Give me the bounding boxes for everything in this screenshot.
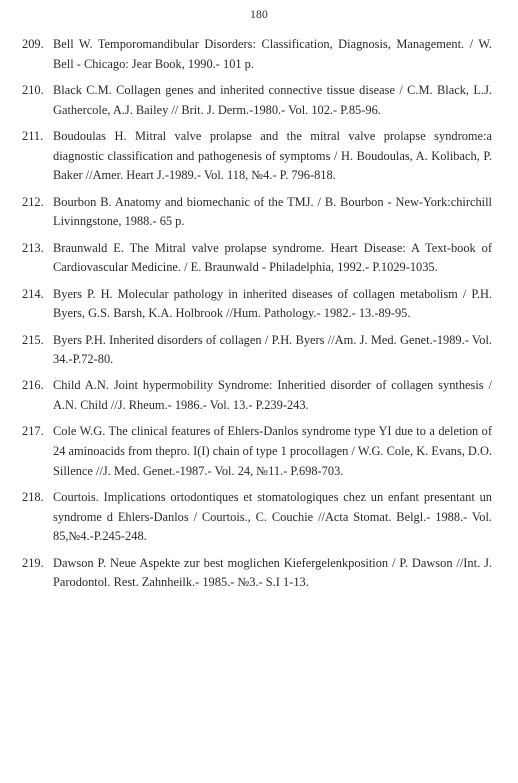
reference-text: Courtois. Implications ortodontiques et stomatologiques chez un enfant presentant un syndrome d Ehlers-Danlos / Courtois., C. Couchie //Acta Stomat. Belgl.- 1988.- Vol. 85,№4.-P.245-248. (53, 490, 492, 544)
reference-number: 219. (22, 555, 44, 570)
reference-number: 215. (22, 332, 44, 347)
reference-item (22, 285, 492, 324)
reference-item (22, 488, 492, 547)
reference-item (22, 193, 492, 232)
reference-item (22, 554, 492, 593)
reference-text: Black C.M. Collagen genes and inherited connective tissue disease / C.M. Black, L.J. Gathercole, A.J. Bailey // Brit. J. Derm.-1980.- Vol. 102.- P.85-96. (53, 82, 492, 117)
reference-item (22, 331, 492, 370)
reference-number: 216. (22, 378, 44, 393)
reference-text: Byers P. H. Molecular pathology in inherited diseases of collagen metabolism / P.H. Byers, G.S. Barsh, K.A. Holbrook //Hum. Pathology.- 1982.- 13.-89-95. (53, 286, 492, 321)
reference-number: 218. (22, 490, 44, 505)
reference-number: 212. (22, 194, 44, 209)
reference-item (22, 376, 492, 415)
reference-item (22, 81, 492, 120)
reference-item (22, 239, 492, 278)
reference-item (22, 422, 492, 481)
reference-text: Bell W. Temporomandibular Disorders: Classification, Diagnosis, Management. / W. Bell - Chicago: Jear Book, 1990.- 101 p. (53, 37, 492, 71)
reference-text: Bourbon B. Anatomy and biomechanic of the TMJ. / B. Bourbon - New-York:chirchill Livinngstone, 1988.- 65 p. (53, 194, 492, 229)
reference-text: Child A.N. Joint hypermobility Syndrome: Inheritied disorder of collagen synthesis / A.N. Child //J. Rheum.- 1986.- Vol. 13.- P.239-243. (53, 378, 492, 413)
reference-number: 217. (22, 424, 44, 439)
page-number: 180 (250, 9, 268, 21)
reference-number: 214. (22, 286, 44, 301)
reference-text: Byers P.H. Inherited disorders of collagen / P.H. Byers //Am. J. Med. Genet.-1989.- Vol. 34.-P.72-80. (53, 332, 492, 367)
reference-number: 210. (22, 82, 44, 97)
reference-text: Dawson P. Neue Aspekte zur best moglichen Kiefergelenkposition / P. Dawson //Int. J. Parodontol. Rest. Zahnheilk.- 1985.- №3.- S.I 1-13. (53, 555, 492, 590)
reference-number: 211. (22, 128, 44, 143)
reference-list (22, 35, 492, 600)
reference-text: Boudoulas H. Mitral valve prolapse and the mitral valve prolapse syndrome:a diagnostic classification and pathogenesis of symptoms / H. Boudoulas, A. Kolibach, P. Baker //Amer. Heart J.-1989.- Vol. 118, №4.- P. 796-818. (53, 128, 492, 183)
reference-number: 209. (22, 37, 44, 51)
reference-item (22, 127, 492, 186)
reference-number: 213. (22, 240, 44, 255)
reference-text: Braunwald E. The Mitral valve prolapse syndrome. Heart Disease: A Text-book of Cardiovascular Medicine. / E. Braunwald - Philadelphia, 1992.- P.1029-1035. (53, 240, 492, 275)
reference-text: Cole W.G. The clinical features of Ehlers-Danlos syndrome type YI due to a deletion of 24 aminoacids from thepro. I(I) chain of type 1 procollagen / W.G. Cole, K. Evans, D.O. Sillence //J. Med. Genet.-1987.- Vol. 24, №11.- P.698-703. (53, 424, 492, 478)
reference-item (22, 35, 492, 74)
